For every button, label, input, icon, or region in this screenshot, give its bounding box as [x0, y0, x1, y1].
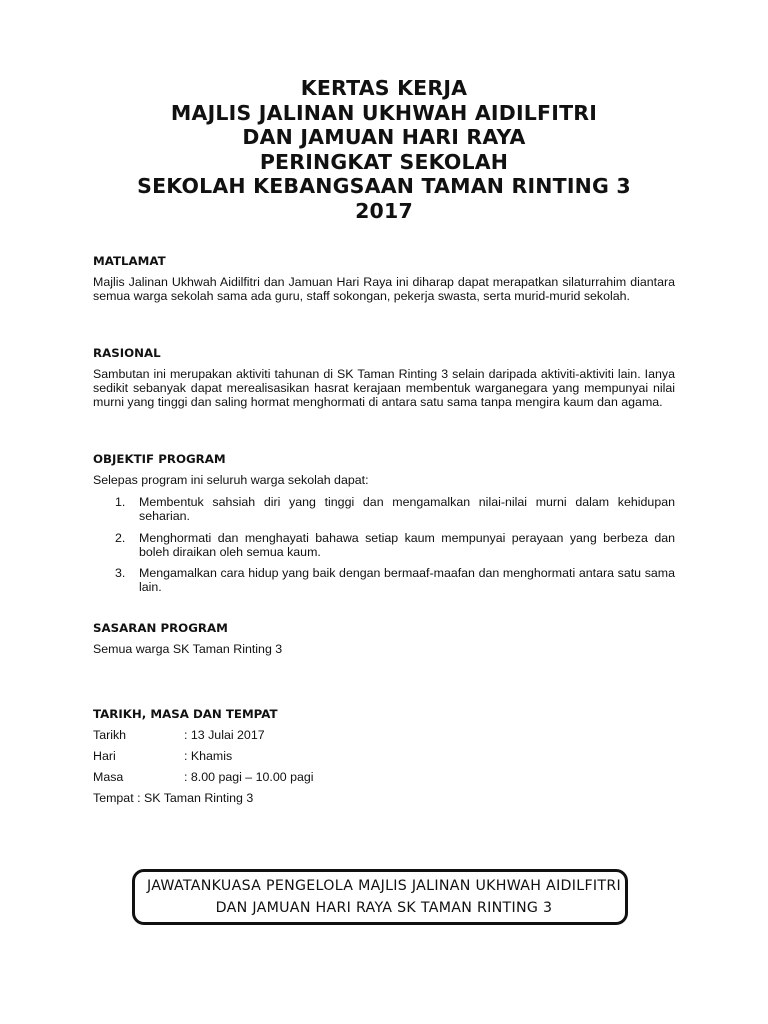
list-number: 1. — [115, 495, 126, 510]
section-heading: OBJEKTIF PROGRAM — [93, 452, 226, 466]
section-sasaran — [93, 621, 675, 656]
title-line: SEKOLAH KEBANGSAAN TAMAN RINTING 3 — [137, 174, 631, 198]
section-rasional — [93, 346, 675, 410]
detail-row-tempat — [93, 791, 675, 812]
section-paragraph: Majlis Jalinan Ukhwah Aidilfitri dan Jamuan Hari Raya ini diharap dapat merapatkan silaturrahim diantara semua warga sekolah sama ada guru, staff sokongan, pekerja swasta, serta murid-murid sekolah. — [93, 275, 675, 304]
section-tarikh — [93, 707, 675, 812]
section-matlamat — [93, 254, 675, 303]
list-number: 3. — [115, 566, 126, 581]
section-heading: RASIONAL — [93, 346, 161, 360]
document-title — [40, 76, 728, 223]
list-item-text: Menghormati dan menghayati bahawa setiap kaum mempunyai perayaan yang berbeza dan boleh diraikan oleh semua kaum. — [139, 530, 675, 559]
title-line: DAN JAMUAN HARI RAYA — [242, 125, 526, 149]
section-heading: MATLAMAT — [93, 254, 166, 268]
detail-row-masa — [93, 770, 675, 791]
section-paragraph: Sambutan ini merupakan aktiviti tahunan di SK Taman Rinting 3 selain daripada aktiviti-aktiviti lain. Ianya sedikit sebanyak dapat merealisasikan hasrat kerajaan membentuk warganegara yang mempunyai nilai murni yang tinggi dan saling hormat menghormati di antara satu sama tanpa mengira kaum dan agama. — [93, 367, 675, 410]
list-number: 2. — [115, 530, 126, 545]
objective-list — [93, 495, 675, 594]
detail-row-hari — [93, 749, 675, 770]
committee-heading — [60, 875, 708, 919]
detail-value: : Khamis — [184, 749, 233, 763]
section-intro: Selepas program ini seluruh warga sekolah dapat: — [93, 473, 369, 487]
detail-label: Masa — [93, 770, 124, 784]
detail-value: : 8.00 pagi – 10.00 pagi — [184, 770, 314, 784]
list-item — [93, 495, 675, 523]
list-item-text: Membentuk sahsiah diri yang tinggi dan mengamalkan nilai-nilai murni dalam kehidupan seharian. — [139, 495, 675, 524]
list-item-text: Mengamalkan cara hidup yang baik dengan bermaaf-maafan dan menghormati antara satu sama lain. — [139, 566, 675, 595]
detail-label: Hari — [93, 749, 116, 763]
committee-line: DAN JAMUAN HARI RAYA SK TAMAN RINTING 3 — [215, 900, 553, 916]
committee-line: JAWATANKUASA PENGELOLA MAJLIS JALINAN UKHWAH AIDILFITRI — [146, 878, 622, 894]
section-heading: TARIKH, MASA DAN TEMPAT — [93, 707, 278, 721]
detail-value: : 13 Julai 2017 — [184, 728, 265, 742]
detail-tempat: Tempat : SK Taman Rinting 3 — [93, 791, 254, 805]
title-line: 2017 — [355, 198, 413, 223]
title-line: PERINGKAT SEKOLAH — [259, 149, 509, 174]
title-line: KERTAS KERJA — [300, 76, 468, 100]
detail-row-tarikh — [93, 728, 675, 749]
section-heading: SASARAN PROGRAM — [93, 621, 228, 635]
section-objektif — [93, 452, 675, 601]
detail-label: Tarikh — [93, 728, 127, 742]
title-line: MAJLIS JALINAN UKHWAH AIDILFITRI — [170, 100, 598, 125]
section-paragraph: Semua warga SK Taman Rinting 3 — [93, 642, 283, 656]
list-item — [93, 566, 675, 594]
list-item — [93, 531, 675, 559]
